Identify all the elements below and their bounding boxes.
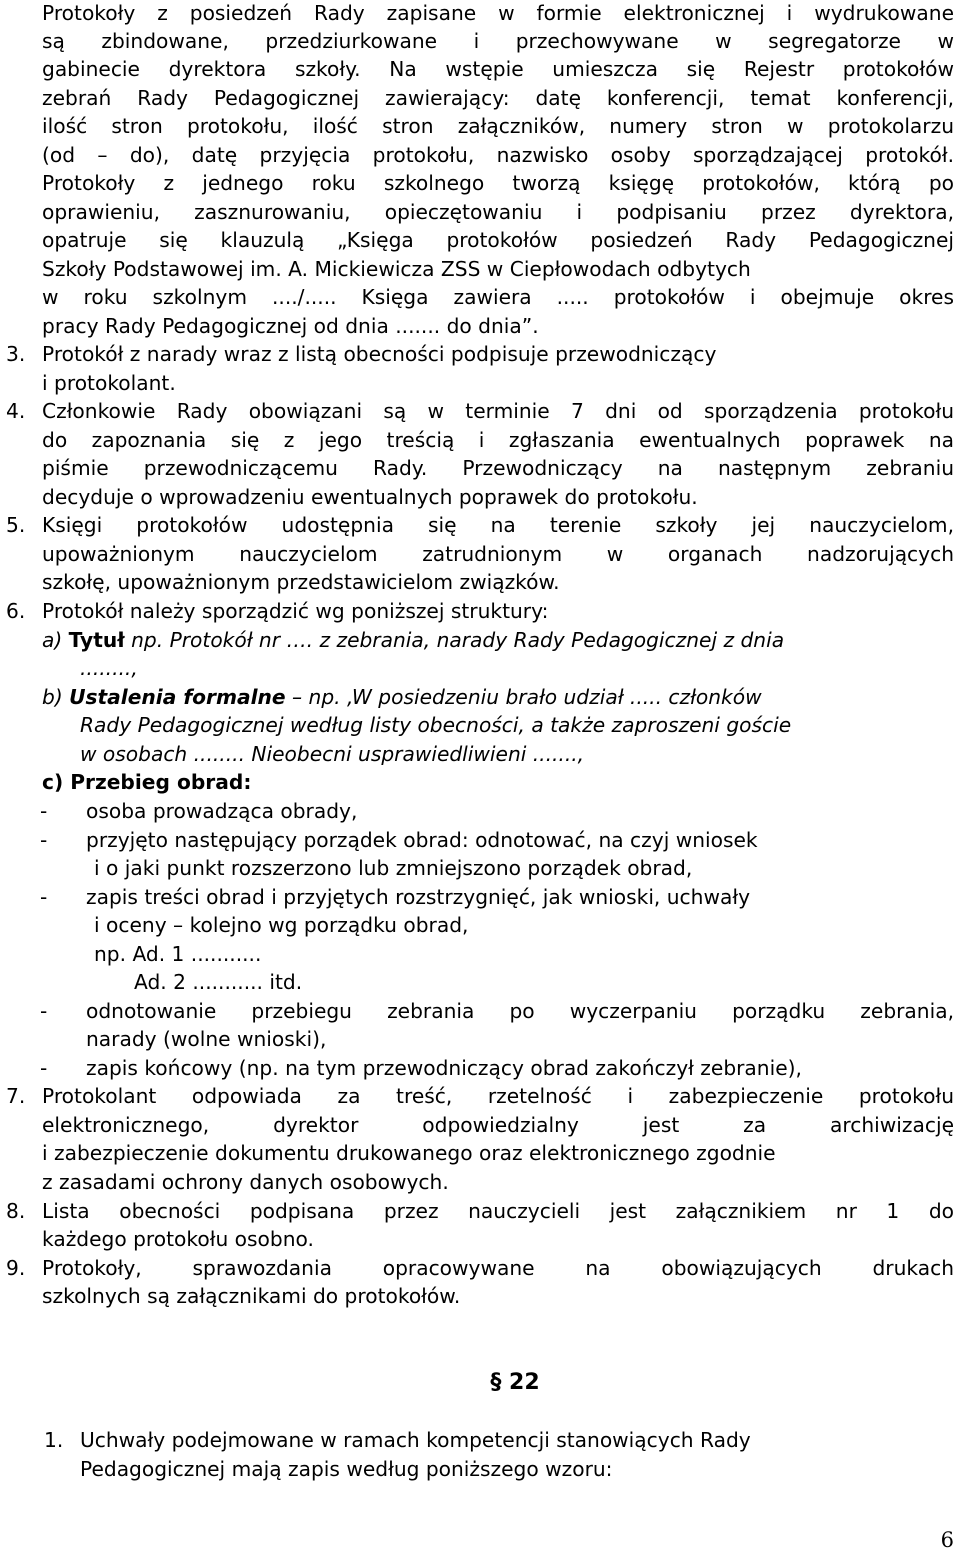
text-line: Ad. 2 ........... itd. bbox=[134, 970, 303, 994]
text-line: Protokół z narady wraz z listą obecności podpisuje przewodniczący bbox=[42, 342, 717, 366]
text-line: ilość stron protokołu, ilość stron załączników, numery stron w protokolarzu bbox=[42, 114, 954, 138]
text-line: szkołę, upoważnionym przedstawicielom związków. bbox=[42, 570, 560, 594]
section-heading bbox=[0, 1368, 960, 1398]
page-number: 6 bbox=[940, 1528, 954, 1552]
text-line: w osobach ........ Nieobecni usprawiedliwieni ......., bbox=[80, 742, 585, 766]
text-line: odnotowanie przebiegu zebrania po wyczerpaniu porządku zebrania, bbox=[86, 999, 954, 1023]
sub-label: a) bbox=[42, 628, 63, 652]
text-line: szkolnych są załącznikami do protokołów. bbox=[42, 1284, 461, 1308]
sub-label: c) bbox=[42, 770, 64, 794]
list-number: 7. bbox=[6, 1084, 26, 1108]
list-number: 1. bbox=[44, 1428, 64, 1452]
text-line: gabinecie dyrektora szkoły. Na wstępie umieszcza się Rejestr protokołów bbox=[42, 57, 954, 81]
text-line: i zabezpieczenie dokumentu drukowanego oraz elektronicznego zgodnie bbox=[42, 1141, 776, 1165]
text-line: Protokoły z jednego roku szkolnego tworzą księgę protokołów, którą po bbox=[42, 171, 954, 195]
text-line: upoważnionym nauczycielom zatrudnionym w organach nadzorujących bbox=[42, 542, 954, 566]
text-line: Księgi protokołów udostępnia się na terenie szkoły jej nauczycielom, bbox=[42, 513, 954, 537]
text-line: zapis treści obrad i przyjętych rozstrzygnięć, jak wnioski, uchwały bbox=[86, 885, 751, 909]
dash-bullet: - bbox=[40, 828, 48, 852]
text-line: są zbindowane, przedziurkowane i przechowywane w segregatorze w bbox=[42, 29, 954, 53]
section-number: 22 bbox=[501, 1370, 540, 1395]
text-line: zebrań Rady Pedagogicznej zawierający: datę konferencji, temat konferencji, bbox=[42, 86, 954, 110]
text-line: opatruje się klauzulą „Księga protokołów posiedzeń Rady Pedagogicznej bbox=[42, 228, 954, 252]
text-line: Pedagogicznej mają zapis według poniższego wzoru: bbox=[80, 1457, 613, 1481]
text-line: Protokół należy sporządzić wg poniższej struktury: bbox=[42, 599, 549, 623]
dash-bullet: - bbox=[40, 999, 48, 1023]
list-number: 4. bbox=[6, 399, 26, 423]
text-line: pracy Rady Pedagogicznej od dnia ....... do dnia”. bbox=[42, 314, 539, 338]
text-line: zapis końcowy (np. na tym przewodniczący obrad zakończył zebranie), bbox=[86, 1056, 802, 1080]
list-number: 3. bbox=[6, 342, 26, 366]
text-line: Lista obecności podpisana przez nauczycieli jest załącznikiem nr 1 do bbox=[42, 1199, 954, 1223]
text-line: każdego protokołu osobno. bbox=[42, 1227, 314, 1251]
sub-item-a bbox=[42, 626, 954, 654]
text-line: narady (wolne wnioski), bbox=[86, 1027, 327, 1051]
sub-item-c bbox=[42, 768, 954, 796]
text-line: Rady Pedagogicznej według listy obecności, a także zaproszeni goście bbox=[80, 713, 792, 737]
section-sign: § bbox=[490, 1370, 502, 1395]
sub-text: – np. ‚W posiedzeniu brało udział ..... członków bbox=[285, 685, 762, 709]
sub-label: b) bbox=[42, 685, 63, 709]
text-line: elektronicznego, dyrektor odpowiedzialny jest za archiwizację bbox=[42, 1113, 954, 1137]
sub-text: np. Protokół nr …. z zebrania, narady Rady Pedagogicznej z dnia bbox=[131, 628, 785, 652]
text-line: decyduje o wprowadzeniu ewentualnych poprawek do protokołu. bbox=[42, 485, 698, 509]
text-line: ........, bbox=[80, 656, 138, 680]
sub-heading: Ustalenia formalne bbox=[69, 685, 286, 709]
text-line: i protokolant. bbox=[42, 371, 176, 395]
text-line: w roku szkolnym ..../..... Księga zawiera ..... protokołów i obejmuje okres bbox=[42, 285, 954, 309]
text-line: przyjęto następujący porządek obrad: odnotować, na czyj wniosek bbox=[86, 828, 758, 852]
sub-heading: Przebieg obrad: bbox=[70, 770, 252, 794]
text-line: Protokoły z posiedzeń Rady zapisane w formie elektronicznej i wydrukowane bbox=[42, 1, 954, 25]
text-line: np. Ad. 1 ........... bbox=[94, 942, 262, 966]
text-line: Uchwały podejmowane w ramach kompetencji stanowiących Rady bbox=[80, 1428, 751, 1452]
text-line: osoba prowadząca obrady, bbox=[86, 799, 358, 823]
dash-bullet: - bbox=[40, 1056, 48, 1080]
text-line: Protokolant odpowiada za treść, rzetelność i zabezpieczenie protokołu bbox=[42, 1084, 954, 1108]
sub-heading: Tytuł bbox=[68, 628, 125, 652]
text-line: i oceny – kolejno wg porządku obrad, bbox=[94, 913, 469, 937]
list-number: 8. bbox=[6, 1199, 26, 1223]
text-line: Szkoły Podstawowej im. A. Mickiewicza ZSS w Ciepłowodach odbytych bbox=[42, 257, 751, 281]
text-line: (od – do), datę przyjęcia protokołu, nazwisko osoby sporządzającej protokół. bbox=[42, 143, 954, 167]
list-number: 6. bbox=[6, 599, 26, 623]
sub-item-b bbox=[42, 683, 954, 711]
text-line: oprawieniu, zasznurowaniu, opieczętowaniu i podpisaniu przez dyrektora, bbox=[42, 200, 954, 224]
text-line: z zasadami ochrony danych osobowych. bbox=[42, 1170, 449, 1194]
text-line: Członkowie Rady obowiązani są w terminie 7 dni od sporządzenia protokołu bbox=[42, 399, 954, 423]
list-number: 9. bbox=[6, 1256, 26, 1280]
text-line: piśmie przewodniczącemu Rady. Przewodniczący na następnym zebraniu bbox=[42, 456, 954, 480]
dash-bullet: - bbox=[40, 799, 48, 823]
list-number: 5. bbox=[6, 513, 26, 537]
dash-bullet: - bbox=[40, 885, 48, 909]
text-line: do zapoznania się z jego treścią i zgłaszania ewentualnych poprawek na bbox=[42, 428, 954, 452]
text-line: Protokoły, sprawozdania opracowywane na obowiązujących drukach bbox=[42, 1256, 954, 1280]
text-line: i o jaki punkt rozszerzono lub zmniejszono porządek obrad, bbox=[94, 856, 693, 880]
